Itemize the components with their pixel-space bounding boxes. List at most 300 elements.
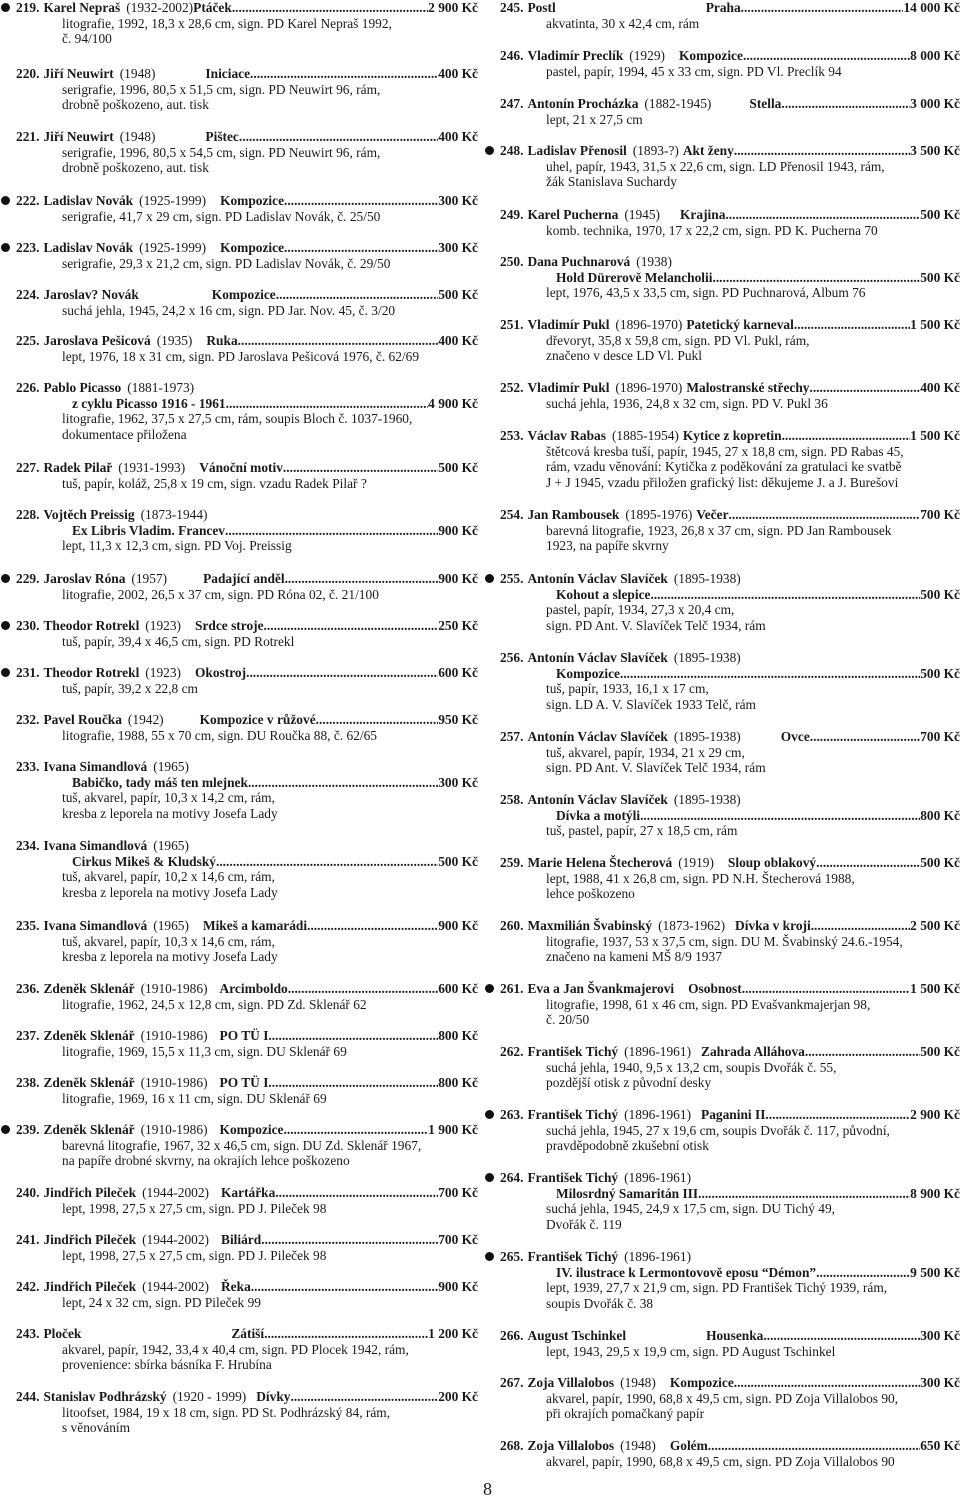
artist-name: Jaroslava Pešicová	[43, 333, 151, 348]
artist-lifespan: (1944-2002)	[142, 1185, 210, 1200]
artwork-title: Milosrdný Samaritán III.	[556, 1185, 702, 1201]
lot-price: 3 500 Kč	[910, 143, 960, 158]
lot-price: 800 Kč	[920, 807, 960, 823]
dot-leader	[264, 1326, 428, 1342]
highlight-bullet-icon	[1, 3, 10, 12]
dot-leader	[620, 666, 920, 682]
lot-price: 400 Kč	[438, 129, 478, 144]
lot-price: 500 Kč	[920, 269, 960, 285]
lot-price: 1 500 Kč	[910, 981, 960, 996]
lot-description: značeno v desce LD Vl. Pukl	[546, 348, 702, 363]
artwork-title: Paganini II.	[701, 1107, 769, 1122]
lot-description: suchá jehla, 1945, 27 x 19,6 cm, soupis Dvořák č. 117, původní,	[546, 1122, 890, 1138]
artist-lifespan: (1938)	[636, 254, 672, 269]
lot-price: 500 Kč	[920, 665, 960, 681]
artist-name: Vojtěch Preissig	[43, 507, 135, 522]
lot-number: 222.	[16, 193, 40, 208]
artist-lifespan: (1896-1970)	[615, 380, 683, 395]
lot-description: sign. PD Ant. V. Slavíček Telč 1934, rám	[546, 760, 766, 775]
lot-heading	[484, 507, 960, 523]
lot-number: 238.	[16, 1075, 40, 1090]
lot-entry	[484, 1328, 960, 1359]
lot-description: litografie, 1988, 55 x 70 cm, sign. DU Roučka 88, č. 62/65	[62, 727, 378, 743]
highlight-bullet-icon	[485, 1252, 494, 1261]
dot-leader	[742, 981, 910, 997]
artist-name: Eva a Jan Švankmajerovi	[527, 981, 675, 996]
artist-lifespan: (1895-1938)	[673, 571, 741, 586]
lot-price: 1 900 Kč	[428, 1122, 478, 1137]
lot-heading	[484, 650, 960, 666]
lot-description: tuš, akvarel, papír, 10,2 x 14,6 cm, rám,	[62, 869, 275, 884]
lot-entry	[0, 838, 478, 900]
lot-price: 500 Kč	[438, 460, 478, 475]
lot-heading	[484, 143, 960, 159]
lot-price: 2 500 Kč	[910, 918, 960, 933]
lot-entry	[0, 0, 478, 47]
lot-heading	[484, 48, 960, 64]
lot-description: pozdější otisk z původní desky	[546, 1075, 712, 1090]
artist-name: Zoja Villalobos	[527, 1438, 615, 1453]
artwork-title: Kartářka	[221, 1185, 276, 1200]
lot-description: serigrafie, 1996, 80,5 x 51,5 cm, sign. PD Neuwirt 96, rám,	[62, 81, 381, 97]
lot-number: 249.	[500, 207, 524, 222]
lot-price: 2 900 Kč	[428, 0, 478, 15]
lot-entry	[484, 428, 960, 490]
lot-number: 241.	[16, 1232, 40, 1247]
lot-price: 14 000 Kč	[903, 0, 960, 15]
lot-price: 800 Kč	[438, 1075, 478, 1090]
lot-entry	[484, 1044, 960, 1091]
lot-description: barevná litografie, 1923, 26,8 x 37 cm, sign. PD Jan Rambousek	[546, 522, 892, 538]
dot-leader	[239, 129, 438, 145]
lot-description: pastel, papír, 1994, 45 x 33 cm, sign. PD Vl. Preclík 94	[546, 63, 842, 79]
lot-entry	[484, 650, 960, 712]
artist-lifespan: (1942)	[127, 712, 164, 727]
lot-number: 256.	[500, 650, 524, 665]
dot-leader	[743, 48, 910, 64]
lot-number: 265.	[500, 1249, 524, 1264]
dot-leader	[246, 665, 438, 681]
artwork-title: Housenka	[706, 1328, 764, 1343]
lot-number: 266.	[500, 1328, 524, 1343]
lot-number: 233.	[16, 759, 40, 774]
lot-entry	[484, 1170, 960, 1232]
dot-leader	[216, 854, 438, 870]
artwork-title-line	[0, 854, 478, 870]
artist-name: Antonín Procházka	[527, 96, 639, 111]
artwork-title: Krajina	[680, 207, 726, 222]
lot-price: 950 Kč	[438, 712, 478, 727]
highlight-bullet-icon	[1, 196, 10, 205]
lot-description: J + J 1945, vzadu přiložen grafický list: děkujeme J. a J. Burešovi	[546, 474, 899, 490]
artist-lifespan: (1965)	[153, 838, 189, 853]
artwork-title: Praha	[705, 0, 741, 15]
artwork-title: Dívka v kroji	[735, 918, 811, 933]
lot-price: 500 Kč	[920, 855, 960, 870]
artist-lifespan: (1885-1954)	[611, 428, 679, 443]
artist-lifespan: (1965)	[153, 759, 189, 774]
artist-lifespan: (1873-1944)	[140, 507, 208, 522]
artist-name: Radek Pilař	[43, 460, 113, 475]
lot-description: serigrafie, 29,3 x 21,2 cm, sign. PD Ladislav Novák, č. 29/50	[62, 255, 391, 271]
lot-price: 8 900 Kč	[910, 1185, 960, 1201]
dot-leader	[284, 240, 438, 256]
lot-description: při okrajích pomačkaný papír	[546, 1406, 705, 1421]
lot-heading	[0, 1279, 478, 1295]
lot-price: 300 Kč	[920, 1375, 960, 1390]
artist-lifespan: (1910-1986)	[140, 1028, 208, 1043]
lot-number: 240.	[16, 1185, 40, 1200]
dot-leader	[225, 523, 438, 539]
artwork-title: Kompozice	[678, 48, 743, 63]
lot-description: litografie, 1969, 15,5 x 11,3 cm, sign. DU Sklenář 69	[62, 1043, 347, 1059]
lot-number: 263.	[500, 1107, 524, 1122]
artist-name: Ladislav Novák	[43, 240, 134, 255]
lot-number: 248.	[500, 143, 524, 158]
lot-number: 264.	[500, 1170, 524, 1185]
lot-heading	[484, 855, 960, 871]
lot-heading	[484, 1438, 960, 1454]
artist-lifespan: (1929)	[629, 48, 665, 63]
artist-name: Pavel Roučka	[43, 712, 122, 727]
lot-price: 400 Kč	[438, 333, 478, 348]
lot-entry	[0, 507, 478, 554]
lot-description: akvarel, papír, 1990, 68,8 x 49,5 cm, sign. PD Zoja Villalobos 90,	[546, 1390, 899, 1406]
highlight-bullet-icon	[485, 1110, 494, 1119]
lot-description: kresba z leporela na motivy Josefa Lady	[62, 949, 278, 964]
lot-heading	[0, 759, 478, 775]
artwork-title-line	[0, 775, 478, 791]
lot-heading	[484, 981, 960, 997]
artist-lifespan: (1896-1961)	[624, 1107, 692, 1122]
lot-description: kresba z leporela na motivy Josefa Lady	[62, 805, 278, 821]
dot-leader	[725, 207, 920, 223]
lot-description: s věnováním	[62, 1420, 131, 1435]
lot-description: komb. technika, 1970, 17 x 22,2 cm, sign. PD K. Pucherna 70	[546, 222, 878, 238]
artwork-title: PO TÜ I	[219, 1028, 269, 1043]
lot-entry	[484, 96, 960, 127]
artwork-title: Dívka a motýli	[556, 807, 641, 823]
artist-lifespan: (1923)	[145, 618, 181, 633]
artist-lifespan: (1910-1986)	[140, 1075, 208, 1090]
lot-heading	[484, 1107, 960, 1123]
lot-number: 262.	[500, 1044, 524, 1059]
artwork-title-line	[0, 523, 478, 539]
lot-heading	[484, 1170, 960, 1186]
lot-entry	[0, 1185, 478, 1216]
artist-lifespan: (1910-1986)	[140, 1122, 208, 1137]
artwork-title: Ptáček	[193, 0, 232, 15]
lot-heading	[0, 1326, 478, 1342]
artwork-title: Hold Dürerově Melancholii	[556, 269, 713, 285]
lot-number: 230.	[16, 618, 40, 633]
artist-name: Ivana Simandlová	[43, 838, 148, 853]
lot-number: 247.	[500, 96, 524, 111]
lot-entry	[484, 918, 960, 965]
dot-leader	[741, 0, 904, 16]
lot-heading	[0, 460, 478, 476]
artist-name: Postl	[527, 0, 556, 15]
lot-number: 258.	[500, 792, 524, 807]
artwork-title: Kompozice	[219, 1122, 284, 1137]
lot-heading	[484, 792, 960, 808]
lot-entry	[0, 66, 478, 113]
dot-leader	[729, 507, 921, 523]
lot-entry	[484, 143, 960, 190]
artist-name: Antonín Václav Slavíček	[527, 729, 668, 744]
lot-description: sign. LD A. V. Slavíček 1933 Telč, rám	[546, 696, 756, 712]
lot-number: 229.	[16, 571, 40, 586]
dot-leader	[283, 460, 438, 476]
artist-name: Vladimír Preclík	[527, 48, 624, 63]
lot-description: tuš, akvarel, papír, 10,3 x 14,2 cm, rám,	[62, 790, 275, 805]
artist-name: August Tschinkel	[527, 1328, 627, 1343]
lot-price: 4 900 Kč	[428, 395, 478, 411]
artwork-title: Padající anděl	[203, 571, 285, 586]
dot-leader	[248, 775, 438, 791]
lot-number: 226.	[16, 380, 40, 395]
lot-number: 231.	[16, 665, 40, 680]
lot-entry	[484, 1249, 960, 1311]
lot-heading	[484, 0, 960, 16]
artist-name: František Tichý	[527, 1249, 619, 1264]
artwork-title-line	[0, 396, 478, 412]
artist-name: Zdeněk Sklenář	[43, 1028, 135, 1043]
artwork-title: Arcimboldo	[219, 981, 288, 996]
artist-name: Ivana Simandlová	[43, 759, 148, 774]
lot-number: 234.	[16, 838, 40, 853]
lot-number: 242.	[16, 1279, 40, 1294]
artwork-title-line	[484, 1186, 960, 1202]
artist-lifespan: (1895-1938)	[673, 792, 741, 807]
artwork-title-line	[484, 587, 960, 603]
artist-name: Jaroslav Róna	[43, 571, 126, 586]
lot-description: sign. PD Ant. V. Slavíček Telč 1934, rám	[546, 617, 766, 633]
artist-lifespan: (1882-1945)	[644, 96, 712, 111]
lot-description: lept, 1939, 27,7 x 21,9 cm, sign. PD František Tichý 1939, rám,	[546, 1280, 888, 1295]
artist-name: František Tichý	[527, 1107, 619, 1122]
artist-name: Zdeněk Sklenář	[43, 1075, 135, 1090]
artist-lifespan: (1896-1961)	[624, 1249, 692, 1264]
artwork-title: Biliárd	[221, 1232, 262, 1247]
lot-description: suchá jehla, 1945, 24,9 x 17,5 cm, sign. DU Tichý 49,	[546, 1201, 836, 1216]
lot-description: litografie, 1962, 37,5 x 27,5 cm, rám, soupis Bloch č. 1037-1960,	[62, 411, 413, 426]
lot-description: štětcová kresba tuší, papír, 1945, 27 x 18,8 cm, sign. PD Rabas 45,	[546, 443, 904, 459]
lot-entry	[484, 729, 960, 776]
artist-lifespan: (1944-2002)	[142, 1279, 210, 1294]
lot-description: soupis Dvořák č. 38	[546, 1295, 654, 1311]
lot-description: kresba z leporela na motivy Josefa Lady	[62, 884, 278, 900]
lot-price: 1 200 Kč	[428, 1326, 478, 1341]
dot-leader	[734, 1375, 920, 1391]
lot-description: tuš, papír, 1933, 16,1 x 17 cm,	[546, 681, 709, 696]
lot-description: suchá jehla, 1940, 9,5 x 13,2 cm, soupis Dvořák č. 55,	[546, 1059, 837, 1075]
artwork-title: Malostranské střechy	[686, 380, 810, 395]
lot-description: Dvořák č. 119	[546, 1216, 622, 1232]
dot-leader	[782, 428, 911, 444]
artist-name: Marie Helena Štecherová	[527, 855, 673, 870]
lot-description: akvarel, papír, 1990, 68,8 x 49,5 cm, sign. PD Zoja Villalobos 90	[546, 1453, 895, 1469]
lot-price: 900 Kč	[438, 918, 478, 933]
highlight-bullet-icon	[485, 984, 494, 993]
artwork-title: Kompozice	[211, 287, 276, 302]
lot-number: 219.	[16, 0, 40, 15]
lot-description: akvatinta, 30 x 42,4 cm, rám	[546, 15, 700, 31]
lot-heading	[0, 571, 478, 587]
dot-leader	[290, 1389, 438, 1405]
lot-heading	[484, 729, 960, 745]
lot-heading	[484, 1249, 960, 1265]
artwork-title: Vánoční motiv	[199, 460, 283, 475]
lot-description: serigrafie, 41,7 x 29 cm, sign. PD Ladislav Novák, č. 25/50	[62, 208, 381, 224]
artist-name: Stanislav Podhrázský	[43, 1389, 167, 1404]
lot-number: 253.	[500, 428, 524, 443]
lot-number: 250.	[500, 254, 524, 269]
lot-number: 221.	[16, 129, 40, 144]
lot-number: 220.	[16, 66, 40, 81]
lot-entry	[484, 254, 960, 301]
lot-entry	[484, 317, 960, 364]
lot-entry	[0, 759, 478, 821]
artwork-title: Osobnost	[688, 981, 742, 996]
lot-description: suchá jehla, 1936, 24,8 x 32 cm, sign. PD V. Pukl 36	[546, 395, 828, 411]
artist-lifespan: (1919)	[678, 855, 714, 870]
dot-leader	[816, 855, 920, 871]
lot-entry	[0, 618, 478, 649]
lot-price: 300 Kč	[438, 240, 478, 255]
lot-number: 236.	[16, 981, 40, 996]
artwork-title: Okostroj	[195, 665, 247, 680]
lot-description: litografie, 1969, 16 x 11 cm, sign. DU Sklenář 69	[62, 1090, 327, 1106]
lot-entry	[0, 712, 478, 743]
lot-heading	[0, 1028, 478, 1044]
lot-description: dokumentace přiložena	[62, 426, 187, 442]
lot-heading	[0, 712, 478, 728]
lot-description: litografie, 1998, 61 x 46 cm, sign. PD Evašvankmajerjan 98,	[546, 996, 871, 1012]
lot-entry	[484, 507, 960, 554]
artist-name: Zoja Villalobos	[527, 1375, 615, 1390]
artist-name: František Tichý	[527, 1044, 619, 1059]
lot-description: tuš, akvarel, papír, 10,3 x 14,6 cm, rám,	[62, 933, 275, 949]
lot-price: 250 Kč	[438, 618, 478, 633]
lot-description: drobně poškozeno, aut. tisk	[62, 97, 209, 112]
dot-leader	[276, 287, 438, 303]
lot-entry	[0, 193, 478, 224]
artwork-title: PO TÜ I	[219, 1075, 269, 1090]
highlight-bullet-icon	[485, 574, 494, 583]
lot-heading	[0, 1185, 478, 1201]
artist-name: Jiří Neuwirt	[43, 129, 114, 144]
artist-lifespan: (1925-1999)	[139, 240, 207, 255]
artist-lifespan: (1895-1976)	[625, 507, 693, 522]
artist-name: Jaroslav? Novák	[43, 287, 139, 302]
lot-description: serigrafie, 1996, 80,5 x 54,5 cm, sign. PD Neuwirt 96, rám,	[62, 144, 381, 160]
artwork-title: Stella	[749, 96, 782, 111]
artist-name: Ivana Simandlová	[43, 918, 148, 933]
lot-price: 700 Kč	[920, 507, 960, 522]
artwork-title: Cirkus Mikeš & Kludský	[72, 853, 216, 869]
highlight-bullet-icon	[1, 1125, 10, 1134]
artist-lifespan: (1945)	[624, 207, 661, 222]
lot-number: 251.	[500, 317, 524, 332]
highlight-bullet-icon	[1, 243, 10, 252]
artwork-title: Iniciace	[205, 66, 251, 81]
lot-price: 8 000 Kč	[910, 48, 960, 63]
dot-leader	[284, 1122, 429, 1138]
artwork-title-line	[484, 666, 960, 682]
lot-number: 259.	[500, 855, 524, 870]
lot-description: pravděpodobně zkušební otisk	[546, 1138, 709, 1153]
lot-entry	[484, 0, 960, 31]
lot-heading	[0, 1232, 478, 1248]
dot-leader	[261, 1232, 438, 1248]
artwork-title: Kompozice v růžové	[199, 712, 316, 727]
dot-leader	[268, 1028, 438, 1044]
lot-description: uhel, papír, 1943, 31,5 x 22,6 cm, sign. LD Přenosil 1943, rám,	[546, 158, 885, 174]
artwork-title: Kytice z kopretin	[682, 428, 782, 443]
lot-number: 227.	[16, 460, 40, 475]
lot-price: 900 Kč	[438, 571, 478, 586]
dot-leader	[250, 66, 438, 82]
lot-entry	[484, 380, 960, 411]
artist-lifespan: (1948)	[620, 1438, 656, 1453]
artist-name: Karel Pucherna	[527, 207, 619, 222]
lot-description: litografie, 2002, 26,5 x 37 cm, sign. PD Róna 02, č. 21/100	[62, 586, 379, 602]
lot-entry	[0, 1075, 478, 1106]
lot-description: tuš, papír, 39,2 x 22,8 cm	[62, 680, 198, 696]
artist-lifespan: (1948)	[620, 1375, 656, 1390]
lot-number: 268.	[500, 1438, 524, 1453]
lot-heading	[0, 380, 478, 396]
artist-name: Ladislav Novák	[43, 193, 134, 208]
artist-name: Vladimír Pukl	[527, 317, 610, 332]
lot-description: litoofset, 1984, 19 x 18 cm, sign. PD St. Podhrázský 84, rám,	[62, 1404, 391, 1420]
lot-price: 3 000 Kč	[910, 96, 960, 111]
artwork-title: Zahrada Alláhova	[701, 1044, 805, 1059]
dot-leader	[734, 143, 910, 159]
artist-name: Jindřich Pileček	[43, 1185, 137, 1200]
artist-lifespan: (1957)	[131, 571, 168, 586]
artist-name: Ladislav Přenosil	[527, 143, 627, 158]
lot-number: 228.	[16, 507, 40, 522]
lot-price: 200 Kč	[438, 1389, 478, 1404]
lot-number: 244.	[16, 1389, 40, 1404]
lot-description: lept, 1998, 27,5 x 27,5 cm, sign. PD J. Pileček 98	[62, 1247, 327, 1263]
artwork-title: Mikeš a kamarádi	[202, 918, 308, 933]
artist-lifespan: (1944-2002)	[142, 1232, 210, 1247]
highlight-bullet-icon	[485, 146, 494, 155]
lot-entry	[0, 380, 478, 442]
lot-number: 245.	[500, 0, 524, 15]
lot-number: 237.	[16, 1028, 40, 1043]
lot-entry	[0, 1326, 478, 1373]
lot-price: 300 Kč	[438, 774, 478, 790]
highlight-bullet-icon	[1, 574, 10, 583]
lot-entry	[0, 460, 478, 491]
lot-number: 243.	[16, 1326, 40, 1341]
dot-leader	[708, 1438, 920, 1454]
lot-heading	[484, 317, 960, 333]
lot-heading	[484, 1328, 960, 1344]
lot-price: 400 Kč	[920, 380, 960, 395]
artist-name: Antonín Václav Slavíček	[527, 571, 668, 586]
lot-description: litografie, 1962, 24,5 x 12,8 cm, sign. PD Zd. Sklenář 62	[62, 996, 367, 1012]
lot-heading	[484, 571, 960, 587]
lot-heading	[0, 66, 478, 82]
lot-heading	[0, 618, 478, 634]
dot-leader	[794, 317, 910, 333]
lot-description: č. 20/50	[546, 1012, 590, 1027]
